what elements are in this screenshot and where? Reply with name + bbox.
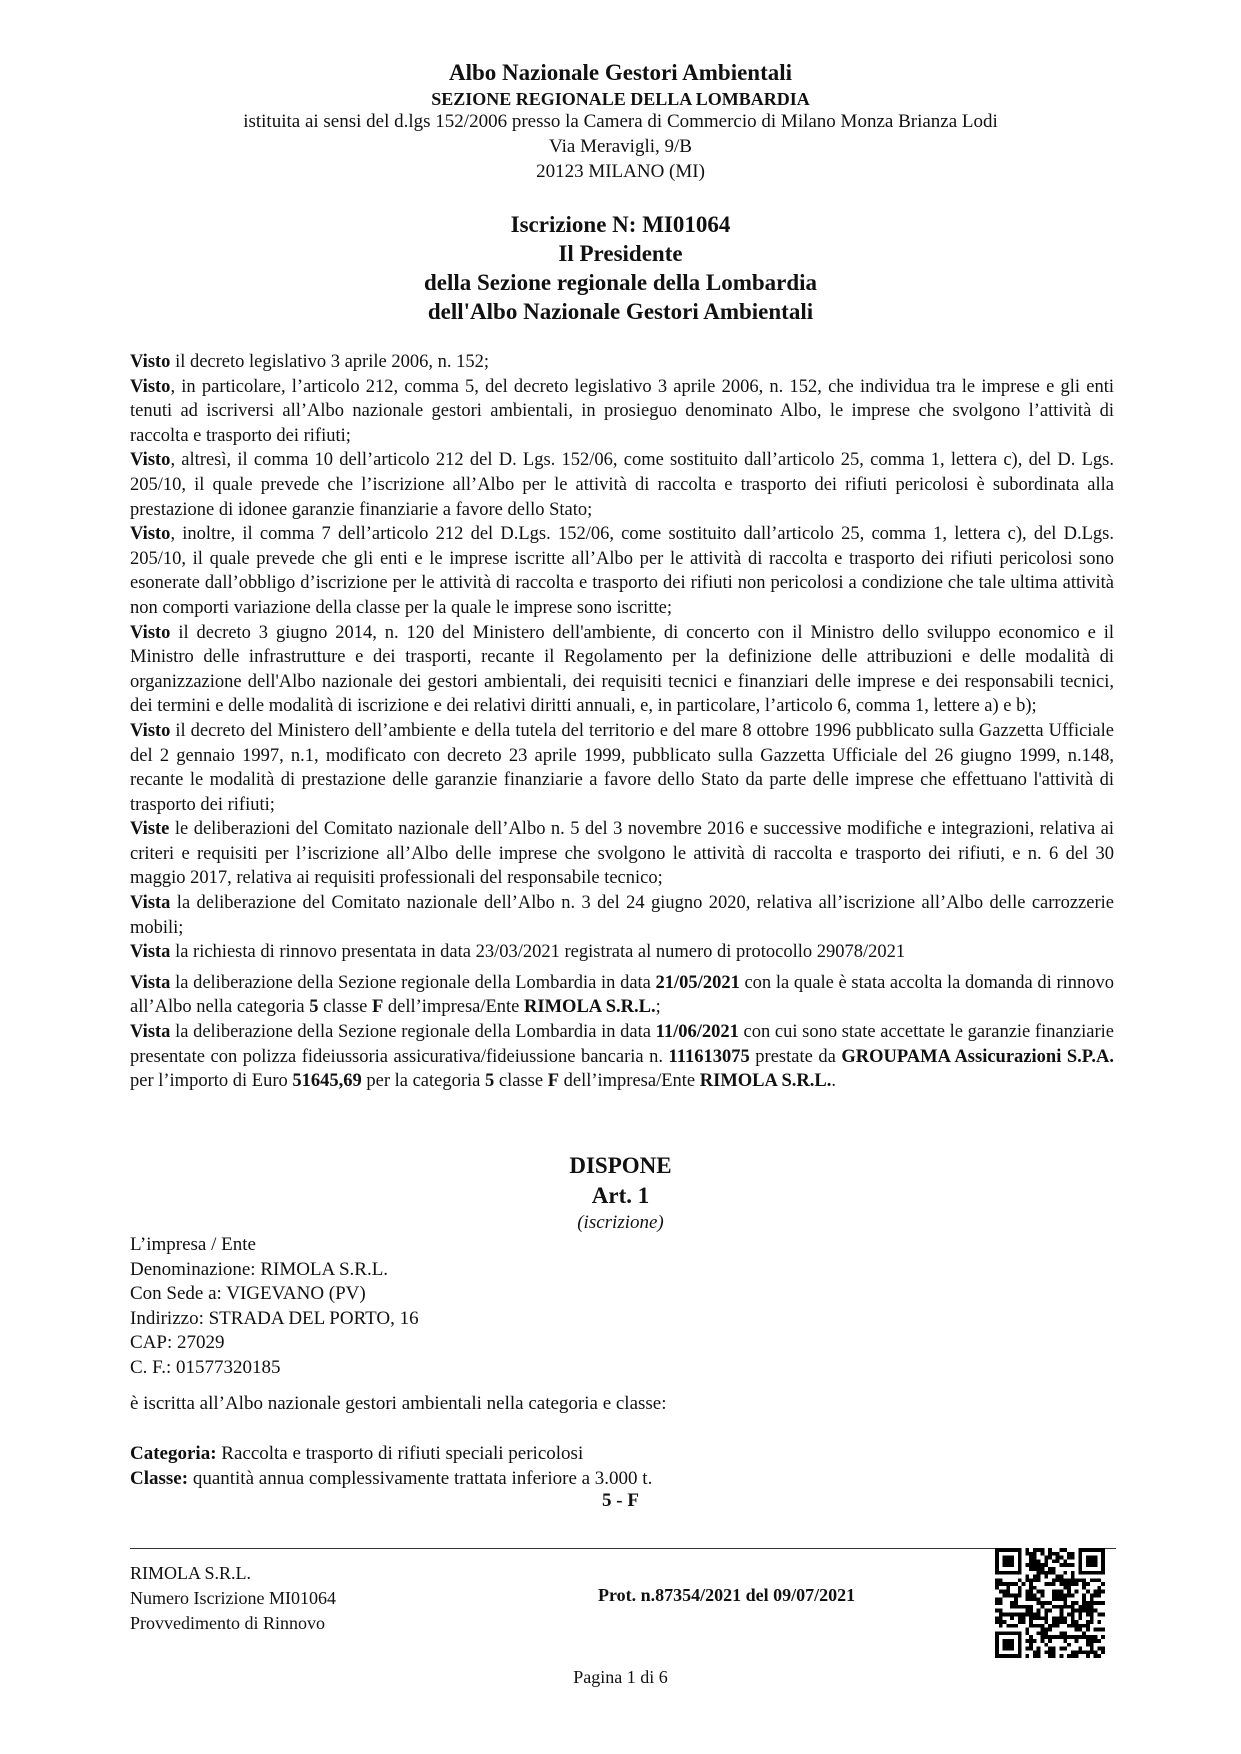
class-line: Classe: quantità annua complessivamente trattata inferiore a 3.000 t. (130, 1467, 653, 1489)
street-address: Via Meravigli, 9/B (549, 136, 692, 157)
considerations-block (130, 350, 1114, 1094)
footer-company: RIMOLA S.R.L. (130, 1563, 252, 1583)
consideration-paragraph: Visto, in particolare, l’articolo 212, comma 5, del decreto legislativo 3 aprile 2006, n. 152, che individua tra le imprese e gli enti tenuti ad iscriversi all’Albo nazionale gestori ambientali, in prosieguo denominato Albo, le imprese che svolgono l’attività di raccolta e trasporto dei rifiuti; (130, 376, 1114, 446)
registration-number: Iscrizione N: MI01064 (510, 212, 731, 237)
entity-cap: CAP: 27029 (130, 1332, 225, 1353)
article-subtitle: (iscrizione) (577, 1212, 664, 1233)
category-class-code: 5 - F (602, 1490, 639, 1511)
renewal-deliberation: Vista la deliberazione della Sezione regionale della Lombardia in data 21/05/2021 con la quale è stata accolta la domanda di rinnovo all’Albo nella categoria 5 classe F dell’impresa/Ente RIMOLA S.R.L.; (130, 972, 1114, 1018)
consideration-paragraph: Visto il decreto del Ministero dell’ambiente e della tutela del territorio e del mare 8 ottobre 1996 pubblicato sulla Gazzetta Ufficiale del 2 gennaio 1997, n.1, modificato con decreto 23 aprile 1999, pubblicato sulla Gazzetta Ufficiale del 26 giugno 1999, n.148, recante le modalità di prestazione delle garanzie finanziarie a favore dello Stato da parte delle imprese che effettuano l'attività di trasporto dei rifiuti; (130, 720, 1114, 815)
page-number: Pagina 1 di 6 (573, 1667, 668, 1687)
city-address: 20123 MILANO (MI) (536, 161, 705, 182)
entity-details (130, 1233, 419, 1380)
entity-denominazione: Denominazione: RIMOLA S.R.L. (130, 1258, 389, 1280)
category-line: Categoria: Raccolta e trasporto di rifiuti speciali pericolosi (130, 1443, 584, 1464)
footer-divider (130, 1548, 1116, 1549)
entity-sede: Con Sede a: VIGEVANO (PV) (130, 1283, 366, 1304)
footer-info (130, 1561, 336, 1636)
registration-statement: è iscritta all’Albo nazionale gestori ambientali nella categoria e classe: (130, 1393, 667, 1414)
guarantee-deliberation: Vista la deliberazione della Sezione regionale della Lombardia in data 11/06/2021 con cui sono state accettate le garanzie finanziarie presentate con polizza fideiussoria assicurativa/fideiussione bancaria n. 111613075 prestate da GROUPAMA Assicurazioni S.P.A. per l’importo di Euro 51645,69 per la categoria 5 classe F dell’impresa/Ente RIMOLA S.R.L.. (130, 1022, 1114, 1092)
article-heading: Art. 1 (591, 1183, 650, 1208)
category-block (130, 1442, 652, 1491)
footer-provvedimento: Provvedimento di Rinnovo (130, 1613, 325, 1633)
section-name: SEZIONE REGIONALE DELLA LOMBARDIA (431, 89, 810, 109)
consideration-paragraph: Visto il decreto legislativo 3 aprile 2006, n. 152; (130, 352, 489, 372)
consideration-paragraph: Visto, altresì, il comma 10 dell’articolo 212 del D. Lgs. 152/06, come sostituito dall’articolo 25, comma 1, lettera c), del D. Lgs. 205/10, il quale prevede che l’iscrizione all’Albo per le attività di raccolta e trasporto dei rifiuti pericolosi è subordinata alla prestazione di idonee garanzie finanziarie a favore dello Stato; (130, 450, 1114, 520)
president-title: Il Presidente (558, 241, 683, 266)
organization-name: Albo Nazionale Gestori Ambientali (448, 60, 793, 85)
entity-indirizzo: Indirizzo: STRADA DEL PORTO, 16 (130, 1307, 419, 1329)
entity-codice-fiscale: C. F.: 01577320185 (130, 1356, 281, 1378)
protocol-number: Prot. n.87354/2021 del 09/07/2021 (598, 1585, 856, 1605)
regional-section-title: della Sezione regionale della Lombardia (423, 270, 818, 295)
institution-note: istituita ai sensi del d.lgs 152/2006 presso la Camera di Commercio di Milano Monza Brianza Lodi (243, 111, 998, 132)
consideration-paragraph: Visto il decreto 3 giugno 2014, n. 120 del Ministero dell'ambiente, di concerto con il Ministro dello sviluppo economico e il Ministro delle infrastrutture e dei trasporti, recante il Regolamento per la definizione delle attribuzioni e delle modalità di organizzazione dell'Albo nazionale dei gestori ambientali, dei requisiti tecnici e finanziari delle imprese e dei responsabili tecnici, dei termini e delle modalità di iscrizione e dei relativi diritti annuali, e, in particolare, l’articolo 6, comma 1, lettere a) e b); (130, 622, 1114, 717)
consideration-paragraph: Vista la richiesta di rinnovo presentata in data 23/03/2021 registrata al numero di protocollo 29078/2021 (130, 942, 906, 963)
qr-code-icon (995, 1548, 1105, 1658)
albo-title: dell'Albo Nazionale Gestori Ambientali (427, 299, 814, 324)
entity-intro: L’impresa / Ente (130, 1234, 256, 1255)
consideration-paragraph: Visto, inoltre, il comma 7 dell’articolo 212 del D.Lgs. 152/06, come sostituito dall’articolo 25, comma 1, lettera c), del D.Lgs. 205/10, il quale prevede che gli enti e le imprese iscritte all’Albo per le attività di raccolta e trasporto dei rifiuti pericolosi sono esonerate dall’obbligo d’iscrizione per le attività di raccolta e trasporto dei rifiuti non pericolosi a condizione che tale ultima attività non comporti variazione della classe per la quale le imprese sono iscritte; (130, 524, 1114, 618)
consideration-paragraph: Viste le deliberazioni del Comitato nazionale dell’Albo n. 5 del 3 novembre 2016 e successive modifiche e integrazioni, relativa ai criteri e requisiti per l’iscrizione all’Albo delle imprese che svolgono le attività di raccolta e trasporto dei rifiuti, e n. 6 del 30 maggio 2017, relativa ai requisiti professionali del responsabile tecnico; (130, 819, 1114, 889)
consideration-paragraph: Vista la deliberazione del Comitato nazionale dell’Albo n. 3 del 24 giugno 2020, relativa all’iscrizione all’Albo delle carrozzerie mobili; (130, 893, 1114, 938)
dispone-heading: DISPONE (569, 1153, 672, 1178)
footer-registration-number: Numero Iscrizione MI01064 (130, 1588, 336, 1608)
